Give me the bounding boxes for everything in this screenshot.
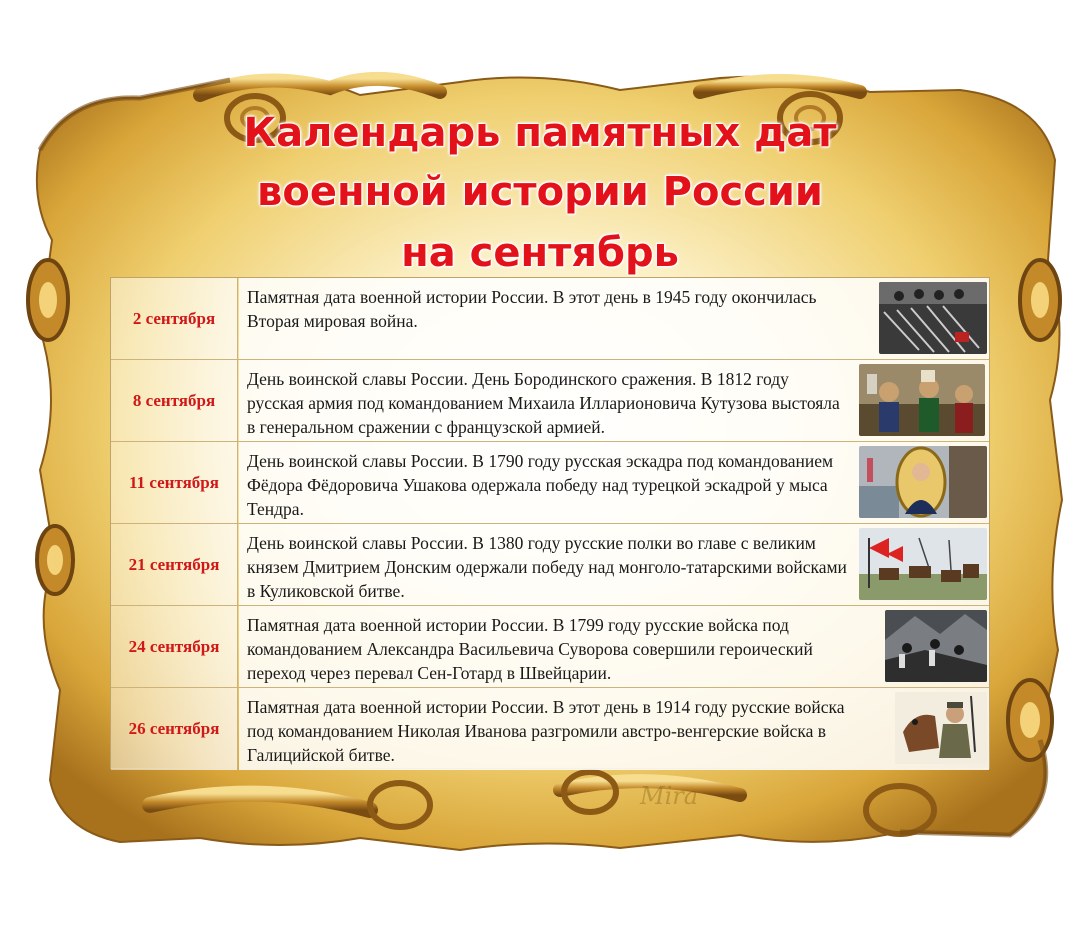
event-row (111, 360, 989, 442)
event-description: Памятная дата военной истории России. В этот день в 1945 году окончилась Вторая мировая война. (247, 287, 817, 331)
events-table (110, 277, 990, 769)
event-row (111, 442, 989, 524)
title-line-3: на сентябрь (401, 230, 679, 276)
event-row (111, 688, 989, 770)
kulikovo-battle-picture (859, 528, 987, 600)
war-end-parade-picture (879, 282, 987, 354)
galicia-cavalry-picture (895, 692, 987, 764)
event-date: 2 сентября (111, 278, 238, 359)
event-description: День воинской славы России. День Бородинского сражения. В 1812 году русская армия под командованием Михаила Илларионовича Кутузова выстояла в генеральном сражении с французской армией. (247, 369, 840, 437)
event-row (111, 524, 989, 606)
borodino-battle-picture (859, 364, 985, 436)
event-description-cell (239, 442, 989, 523)
event-description-cell (239, 278, 989, 359)
event-description-cell (239, 606, 989, 687)
suvorov-alps-picture (885, 610, 987, 682)
event-date: 11 сентября (111, 442, 238, 523)
event-description-cell (239, 360, 989, 441)
ushakov-portrait-picture (859, 446, 987, 518)
event-row (111, 606, 989, 688)
event-date: 26 сентября (111, 688, 238, 770)
event-description: Памятная дата военной истории России. В этот день в 1914 году русские войска под командованием Николая Иванова разгромили австро-венгерские войска в Галицийской битве. (247, 697, 845, 765)
event-description-cell (239, 688, 989, 770)
event-date: 8 сентября (111, 360, 238, 441)
title-line-1: Календарь памятных дат (243, 110, 837, 156)
event-row (111, 278, 989, 360)
title-line-2: военной истории России (257, 169, 823, 215)
watermark: Mira (640, 782, 699, 810)
event-description: День воинской славы России. В 1380 году русские полки во главе с великим князем Дмитрием Донским одержали победу над монголо-татарскими войсками в Куликовской битве. (247, 533, 847, 601)
event-description: День воинской славы России. В 1790 году русская эскадра под командованием Фёдора Фёдоровича Ушакова одержала победу над турецкой эскадрой у мыса Тендра. (247, 451, 834, 519)
event-date: 21 сентября (111, 524, 238, 605)
event-date: 24 сентября (111, 606, 238, 687)
event-description: Памятная дата военной истории России. В 1799 году русские войска под командованием Александра Васильевича Суворова совершили героический переход через перевал Сен-Готард в Швейцарии. (247, 615, 813, 683)
event-description-cell (239, 524, 989, 605)
